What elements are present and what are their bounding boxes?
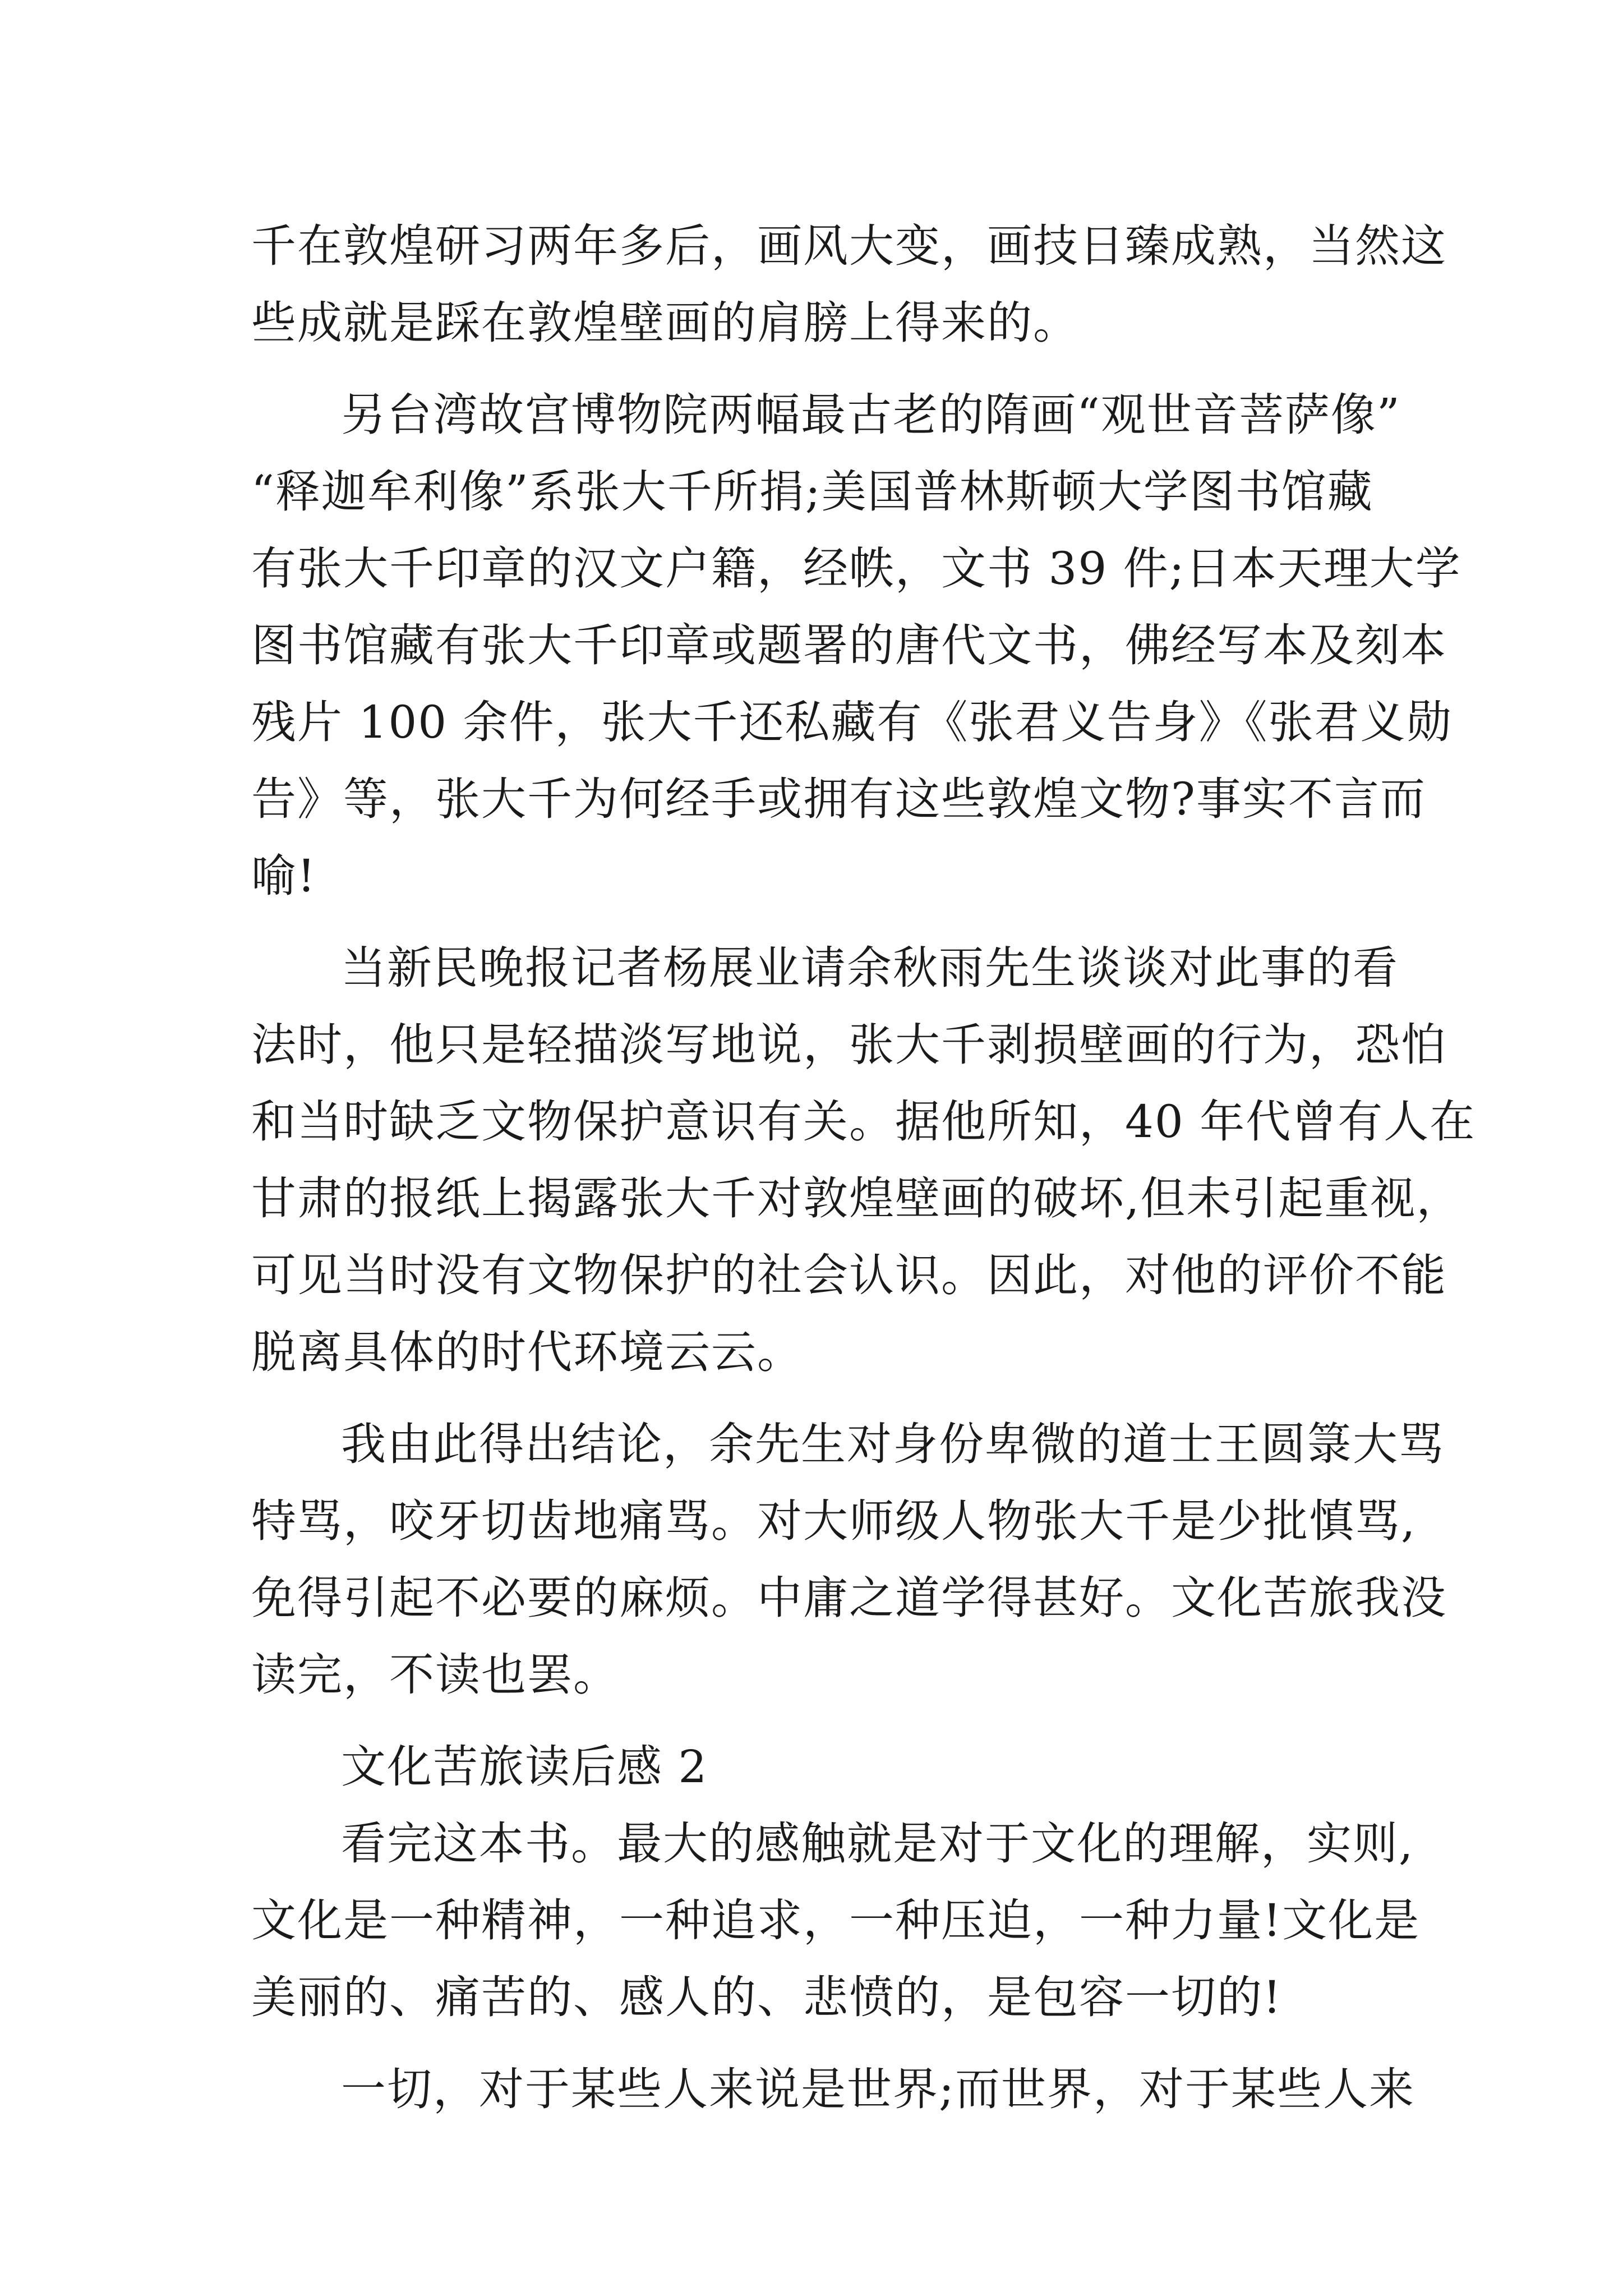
text-line: 些成就是踩在敦煌壁画的肩膀上得来的。 — [251, 297, 1079, 349]
text-line: 免得引起不必要的麻烦。中庸之道学得甚好。文化苦旅我没 — [251, 1572, 1447, 1624]
text-line: 有张大千印章的汉文户籍，经帙，文书 39 件;日本天理大学 — [251, 542, 1461, 595]
text-line: 美丽的、痛苦的、感人的、悲愤的，是包容一切的! — [251, 1971, 1283, 2023]
paragraph-gap — [251, 1391, 1384, 1406]
text-line: 读完，不读也罢。 — [251, 1649, 619, 1701]
text-line: 告》等，张大千为何经手或拥有这些敦煌文物?事实不言而 — [251, 773, 1426, 825]
text-line: 图书馆藏有张大千印章或题署的唐代文书，佛经写本及刻本 — [251, 619, 1447, 671]
text-line: 残片 100 余件，张大千还私藏有《张君义告身》《张君义勋 — [251, 696, 1453, 748]
paragraph-gap — [251, 1713, 1384, 1728]
text-line: 一切，对于某些人来说是世界;而世界，对于某些人来 — [341, 2063, 1415, 2115]
text-line: 脱离具体的时代环境云云。 — [251, 1326, 803, 1378]
paragraph-gap — [251, 2036, 1384, 2051]
text-line: 看完这本书。最大的感触就是对于文化的理解，实则, — [341, 1818, 1414, 1870]
text-line: 喻! — [251, 850, 317, 902]
text-line: 甘肃的报纸上揭露张大千对敦煌壁画的破坏,但未引起重视， — [251, 1172, 1463, 1225]
text-line: 当新民晚报记者杨展业请余秋雨先生谈谈对此事的看 — [341, 942, 1399, 994]
text-line: “释迦牟利像”系张大千所捐;美国普林斯顿大学图书馆藏 — [251, 466, 1373, 518]
text-line: 千在敦煌研习两年多后，画风大变，画技日臻成熟，当然这 — [251, 220, 1447, 272]
paragraph-gap — [251, 361, 1384, 376]
paragraph-gap — [251, 914, 1384, 930]
text-line: 另台湾故宫博物院两幅最古老的隋画“观世音菩萨像” — [341, 389, 1401, 441]
text-line: 文化苦旅读后感 2 — [341, 1741, 708, 1793]
text-line: 我由此得出结论，余先生对身份卑微的道士王圆箓大骂 — [341, 1418, 1445, 1470]
text-line: 可见当时没有文物保护的社会认识。因此，对他的评价不能 — [251, 1249, 1447, 1301]
text-line: 特骂，咬牙切齿地痛骂。对大师级人物张大千是少批慎骂, — [251, 1495, 1417, 1547]
document-body — [251, 208, 1476, 2128]
text-line: 和当时缺乏文物保护意识有关。据他所知，40 年代曾有人在 — [251, 1096, 1476, 1148]
text-line: 法时，他只是轻描淡写地说，张大千剥损壁画的行为，恐怕 — [251, 1019, 1447, 1071]
text-line: 文化是一种精神，一种追求，一种压迫，一种力量!文化是 — [251, 1894, 1421, 1947]
